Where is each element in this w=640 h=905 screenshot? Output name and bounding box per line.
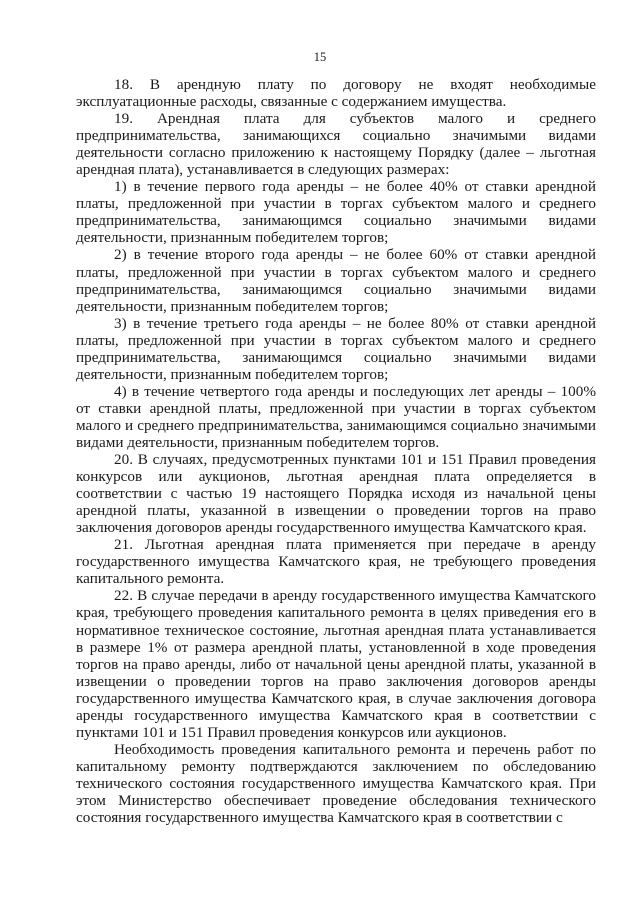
paragraph-19-item-1: 1) в течение первого года аренды – не более 40% от ставки арендной платы, предложенной при участии в торгах субъектом малого и среднего предпринимательства, занимающимся социально значимыми видами деятельности, признанным победителем торгов; xyxy=(76,178,596,247)
paragraph-20: 20. В случаях, предусмотренных пунктами 101 и 151 Правил проведения конкурсов или аукционов, льготная арендная плата определяется в соответствии с частью 19 настоящего Порядка исходя из начальной цены арендной платы, указанной в извещении о проведении торгов на право заключения договоров аренды государственного имущества Камчатского края. xyxy=(76,451,596,537)
paragraph-19-item-2: 2) в течение второго года аренды – не более 60% от ставки арендной платы, предложенной при участии в торгах субъектом малого и среднего предпринимательства, занимающимся социально значимыми видами деятельности, признанным победителем торгов; xyxy=(76,246,596,315)
paragraph-18: 18. В арендную плату по договору не входят необходимые эксплуатационные расходы, связанные с содержанием имущества. xyxy=(76,76,596,111)
page-number: 15 xyxy=(313,50,327,64)
paragraph-19-item-3: 3) в течение третьего года аренды – не более 80% от ставки арендной платы, предложенной при участии в торгах субъектом малого и среднего предпринимательства, занимающимся социально значимыми видами деятельности, признанным победителем торгов; xyxy=(76,314,596,383)
paragraph-19: 19. Арендная плата для субъектов малого и среднего предпринимательства, занимающихся социально значимыми видами деятельности согласно приложению к настоящему Порядку (далее – льготная арендная плата), устанавливается в следующих размерах: xyxy=(76,110,596,179)
paragraph-21: 21. Льготная арендная плата применяется при передаче в аренду государственного имущества Камчатского края, не требующего проведения капитального ремонта. xyxy=(76,536,596,588)
paragraph-19-item-4: 4) в течение четвертого года аренды и последующих лет аренды – 100% от ставки арендной платы, предложенной при участии в торгах субъектом малого и среднего предпринимательства, занимающимся социально значимыми видами деятельности, признанным победителем торгов. xyxy=(76,382,596,451)
paragraph-22: 22. В случае передачи в аренду государственного имущества Камчатского края, требующего проведения капитального ремонта в целях приведения его в нормативное техническое состояние, льготная арендная плата устанавливается в размере 1% от размера арендной платы, установленной в ходе проведения торгов на право аренды, либо от начальной цены арендной платы, указанной в извещении о проведении торгов на право заключения договоров аренды государственного имущества Камчатского края, в случае заключения договора аренды государственного имущества Камчатского края в соответствии с пунктами 101 и 151 Правил проведения конкурсов или аукционов. xyxy=(76,587,596,741)
document-body xyxy=(76,76,596,826)
paragraph-22-continuation: Необходимость проведения капитального ремонта и перечень работ по капитальному ремонту подтверждаются заключением по обследованию технического состояния государственного имущества Камчатского края. При этом Министерство обеспечивает проведение обследования технического состояния государственного имущества Камчатского края в соответствии с xyxy=(76,740,596,827)
